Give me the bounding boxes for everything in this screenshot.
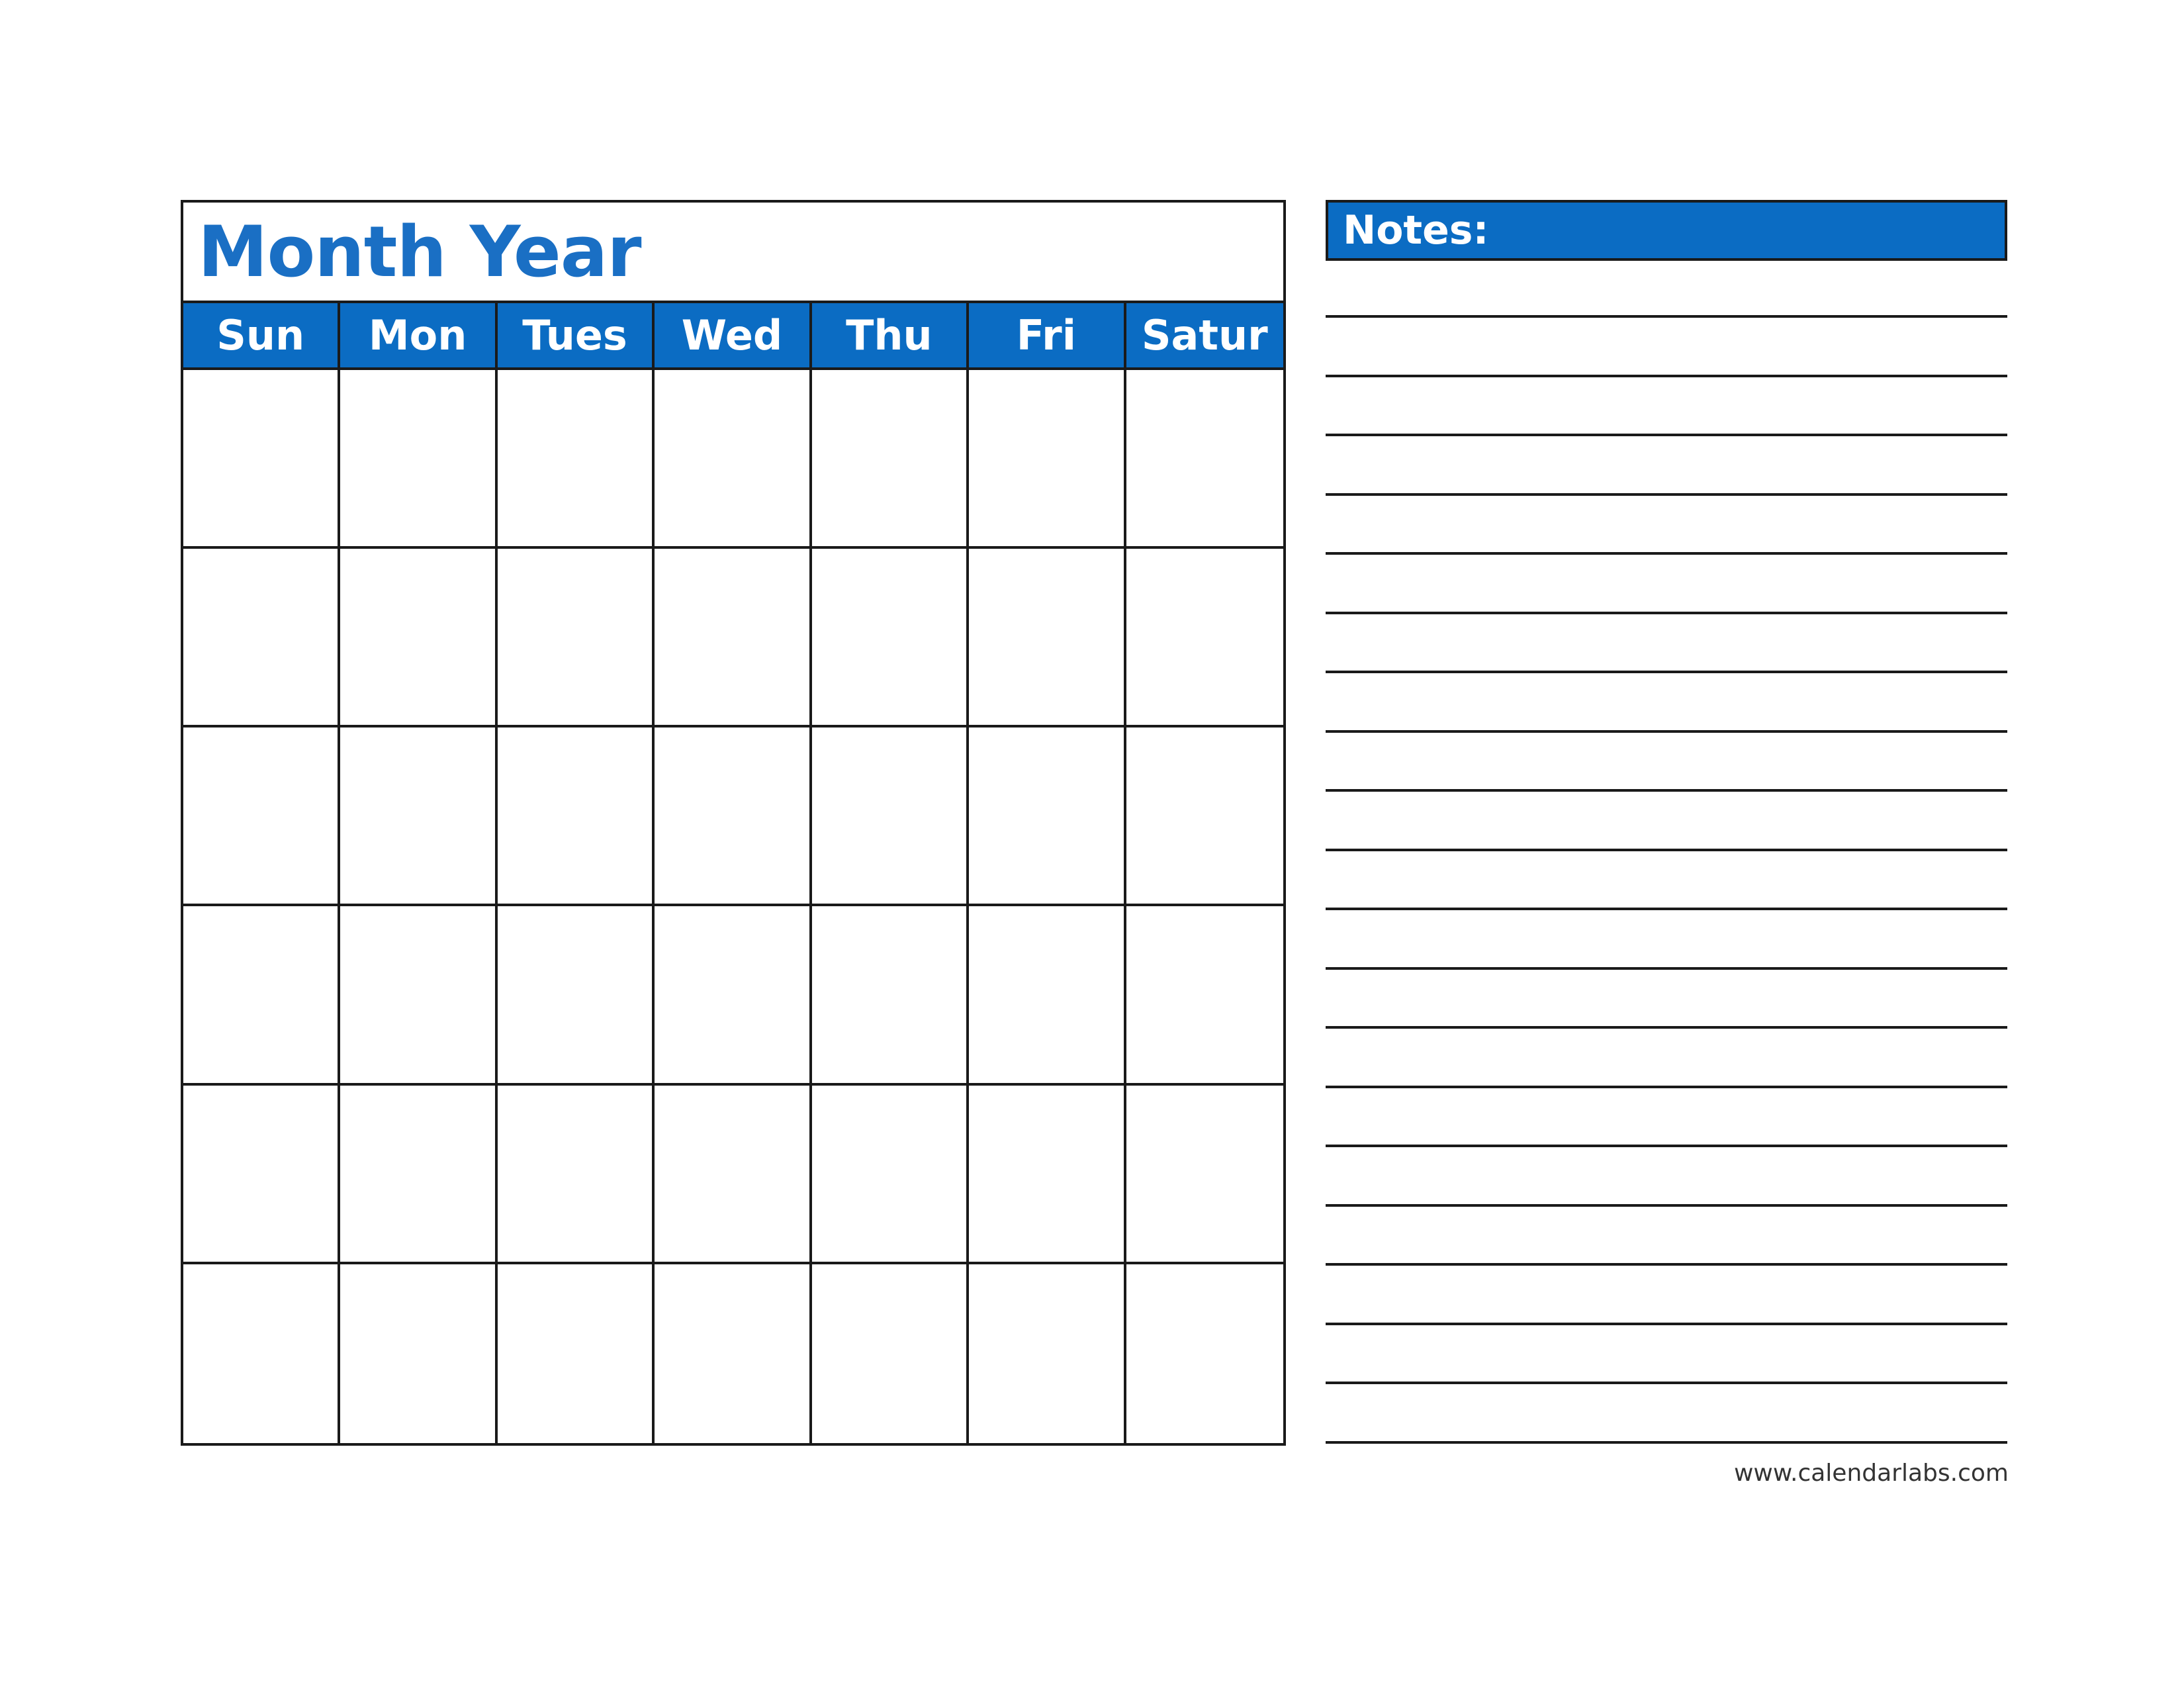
- calendar-day-grid: [183, 370, 1283, 1443]
- notes-line[interactable]: [1326, 434, 2007, 436]
- weekday-fri: Fri: [969, 303, 1126, 367]
- calendar-title: Month Year: [198, 211, 641, 293]
- day-cell[interactable]: [1126, 549, 1283, 727]
- notes-line[interactable]: [1326, 908, 2007, 910]
- weekday-header-row: [183, 303, 1283, 370]
- day-cell[interactable]: [969, 727, 1126, 906]
- day-cell[interactable]: [183, 906, 340, 1085]
- day-cell[interactable]: [655, 1086, 811, 1264]
- calendar-title-bar: [183, 203, 1283, 303]
- day-cell[interactable]: [812, 1086, 969, 1264]
- notes-line[interactable]: [1326, 1382, 2007, 1384]
- notes-line[interactable]: [1326, 1263, 2007, 1266]
- notes-line[interactable]: [1326, 1026, 2007, 1029]
- notes-line[interactable]: [1326, 789, 2007, 792]
- day-cell[interactable]: [655, 1264, 811, 1443]
- day-cell[interactable]: [812, 549, 969, 727]
- day-cell[interactable]: [969, 1264, 1126, 1443]
- day-cell[interactable]: [655, 370, 811, 549]
- footer-website[interactable]: www.calendarlabs.com: [1733, 1460, 2009, 1487]
- notes-header: Notes:: [1326, 200, 2007, 261]
- notes-line[interactable]: [1326, 552, 2007, 555]
- day-cell[interactable]: [812, 727, 969, 906]
- day-cell[interactable]: [1126, 906, 1283, 1085]
- day-cell[interactable]: [340, 1086, 497, 1264]
- notes-line[interactable]: [1326, 612, 2007, 614]
- calendar: [181, 200, 1286, 1446]
- day-cell[interactable]: [655, 549, 811, 727]
- day-cell[interactable]: [498, 1264, 655, 1443]
- day-cell[interactable]: [969, 906, 1126, 1085]
- day-cell[interactable]: [812, 1264, 969, 1443]
- day-cell[interactable]: [183, 1086, 340, 1264]
- notes-line[interactable]: [1326, 1086, 2007, 1088]
- day-cell[interactable]: [498, 1086, 655, 1264]
- day-cell[interactable]: [655, 727, 811, 906]
- weekday-tues: Tues: [498, 303, 655, 367]
- weekday-thu: Thu: [812, 303, 969, 367]
- day-cell[interactable]: [1126, 727, 1283, 906]
- day-cell[interactable]: [340, 549, 497, 727]
- weekday-mon: Mon: [340, 303, 497, 367]
- notes-line[interactable]: [1326, 1323, 2007, 1325]
- day-cell[interactable]: [812, 906, 969, 1085]
- day-cell[interactable]: [969, 1086, 1126, 1264]
- notes-line[interactable]: [1326, 671, 2007, 673]
- notes-line[interactable]: [1326, 967, 2007, 970]
- notes-line[interactable]: [1326, 730, 2007, 733]
- weekday-satur: Satur: [1141, 311, 1268, 359]
- day-cell[interactable]: [969, 549, 1126, 727]
- day-cell[interactable]: [340, 906, 497, 1085]
- notes-line[interactable]: [1326, 1441, 2007, 1444]
- notes-line[interactable]: [1326, 1145, 2007, 1147]
- day-cell[interactable]: [183, 549, 340, 727]
- day-cell[interactable]: [498, 727, 655, 906]
- day-cell[interactable]: [340, 1264, 497, 1443]
- notes-line[interactable]: [1326, 375, 2007, 377]
- day-cell[interactable]: [498, 549, 655, 727]
- day-cell[interactable]: [183, 370, 340, 549]
- notes-line[interactable]: [1326, 849, 2007, 851]
- day-cell[interactable]: [183, 727, 340, 906]
- day-cell[interactable]: [1126, 370, 1283, 549]
- weekday-sun: Sun: [183, 303, 340, 367]
- day-cell[interactable]: [340, 370, 497, 549]
- weekday-wed: Wed: [655, 303, 811, 367]
- day-cell[interactable]: [1126, 1264, 1283, 1443]
- day-cell[interactable]: [655, 906, 811, 1085]
- day-cell[interactable]: [340, 727, 497, 906]
- day-cell[interactable]: [1126, 1086, 1283, 1264]
- day-cell[interactable]: [498, 370, 655, 549]
- notes-panel: [1326, 200, 2007, 1440]
- day-cell[interactable]: [498, 906, 655, 1085]
- notes-line[interactable]: [1326, 493, 2007, 496]
- notes-line[interactable]: [1326, 1204, 2007, 1207]
- day-cell[interactable]: [969, 370, 1126, 549]
- notes-line[interactable]: [1326, 315, 2007, 318]
- day-cell[interactable]: [183, 1264, 340, 1443]
- day-cell[interactable]: [812, 370, 969, 549]
